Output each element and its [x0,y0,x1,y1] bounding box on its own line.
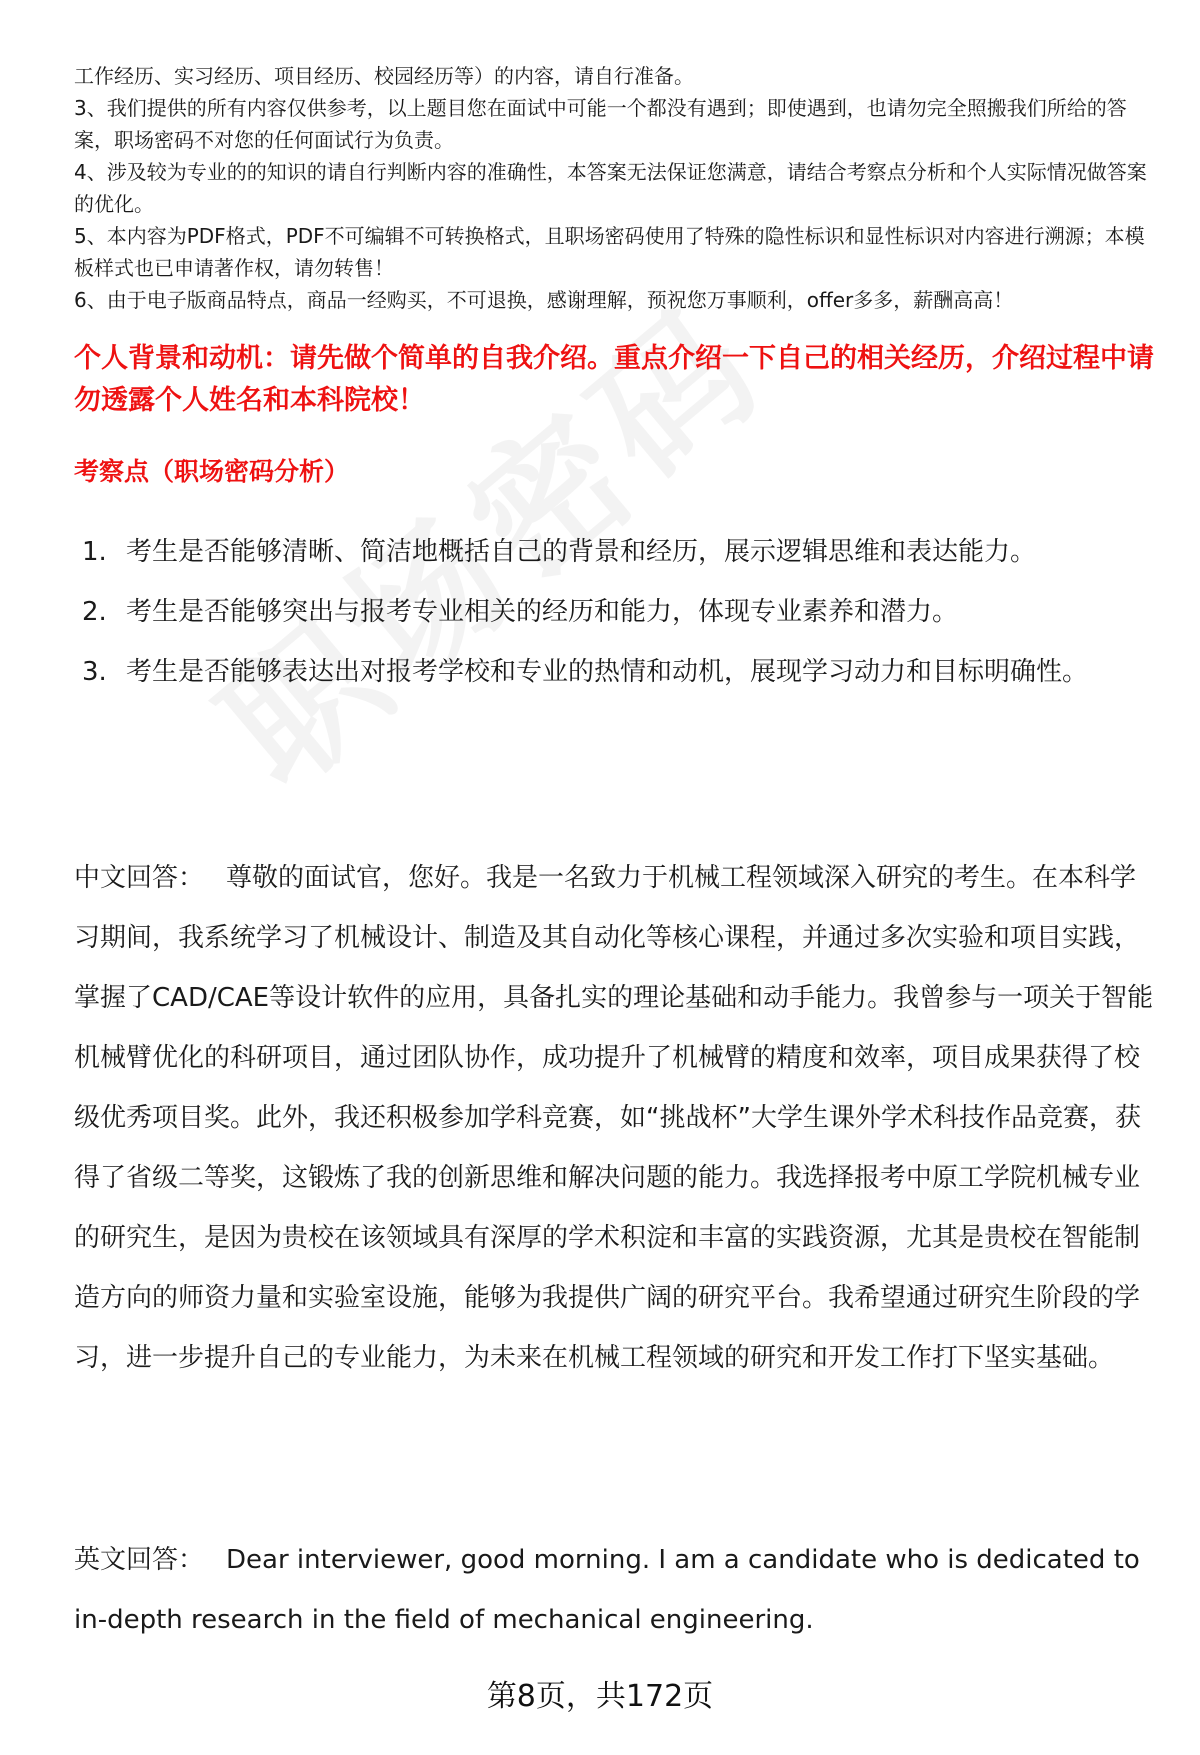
english-answer [74,1530,1160,1650]
notice-item: 工作经历、实习经历、项目经历、校园经历等）的内容，请自行准备。 [74,64,694,88]
english-answer-text: Dear interviewer, good morning. I am a candidate who is dedicated to in-depth research in the field of mechanical engineering. [74,1545,1140,1635]
list-item [82,522,1162,582]
notice-item: 3、我们提供的所有内容仅供参考，以上题目您在面试中可能一个都没有遇到；即使遇到，也请勿完全照搬我们所给的答案，职场密码不对您的任何面试行为负责。 [74,96,1127,152]
chinese-answer-text: 尊敬的面试官，您好。我是一名致力于机械工程领域深入研究的考生。在本科学习期间，我系统学习了机械设计、制造及其自动化等核心课程，并通过多次实验和项目实践，掌握了CAD/CAE等设计软件的应用，具备扎实的理论基础和动手能力。我曾参与一项关于智能机械臂优化的科研项目，通过团队协作，成功提升了机械臂的精度和效率，项目成果获得了校级优秀项目奖。此外，我还积极参加学科竞赛，如“挑战杯”大学生课外学术科技作品竞赛，获得了省级二等奖，这锻炼了我的创新思维和解决问题的能力。我选择报考中原工学院机械专业的研究生，是因为贵校在该领域具有深厚的学术积淀和丰富的实践资源，尤其是贵校在智能制造方向的师资力量和实验室设施，能够为我提供广阔的研究平台。我希望通过研究生阶段的学习，进一步提升自己的专业能力，为未来在机械工程领域的研究和开发工作打下坚实基础。 [74,863,1154,1373]
assessment-points [82,522,1162,702]
point-text: 考生是否能够表达出对报考学校和专业的热情和动机，展现学习动力和目标明确性。 [126,657,1089,687]
notice-list [74,60,1160,316]
point-number: 2. [82,597,107,627]
point-text: 考生是否能够突出与报考专业相关的经历和能力，体现专业素养和潜力。 [126,597,959,627]
chinese-answer-label: 中文回答： [74,863,205,893]
list-item [82,582,1162,642]
point-number: 1. [82,537,107,567]
points-heading: 考察点（职场密码分析） [74,457,350,486]
notice-item: 6、由于电子版商品特点，商品一经购买，不可退换，感谢理解，预祝您万事顺利，offer多多，薪酬高高！ [74,288,1014,312]
notice-item: 5、本内容为PDF格式，PDF不可编辑不可转换格式，且职场密码使用了特殊的隐性标识和显性标识对内容进行溯源；本模板样式也已申请著作权，请勿转售！ [74,224,1145,280]
point-text: 考生是否能够清晰、简洁地概括自己的背景和经历，展示逻辑思维和表达能力。 [126,537,1037,567]
question-title: 个人背景和动机：请先做个简单的自我介绍。重点介绍一下自己的相关经历，介绍过程中请勿透露个人姓名和本科院校！ [74,343,1154,416]
notice-item: 4、涉及较为专业的的知识的请自行判断内容的准确性，本答案无法保证您满意，请结合考察点分析和个人实际情况做答案的优化。 [74,160,1147,216]
list-item [82,642,1162,702]
english-answer-label: 英文回答： [74,1545,205,1575]
point-number: 3. [82,657,107,687]
page-number: 第8页，共172页 [486,1679,714,1714]
chinese-answer [74,848,1160,1388]
